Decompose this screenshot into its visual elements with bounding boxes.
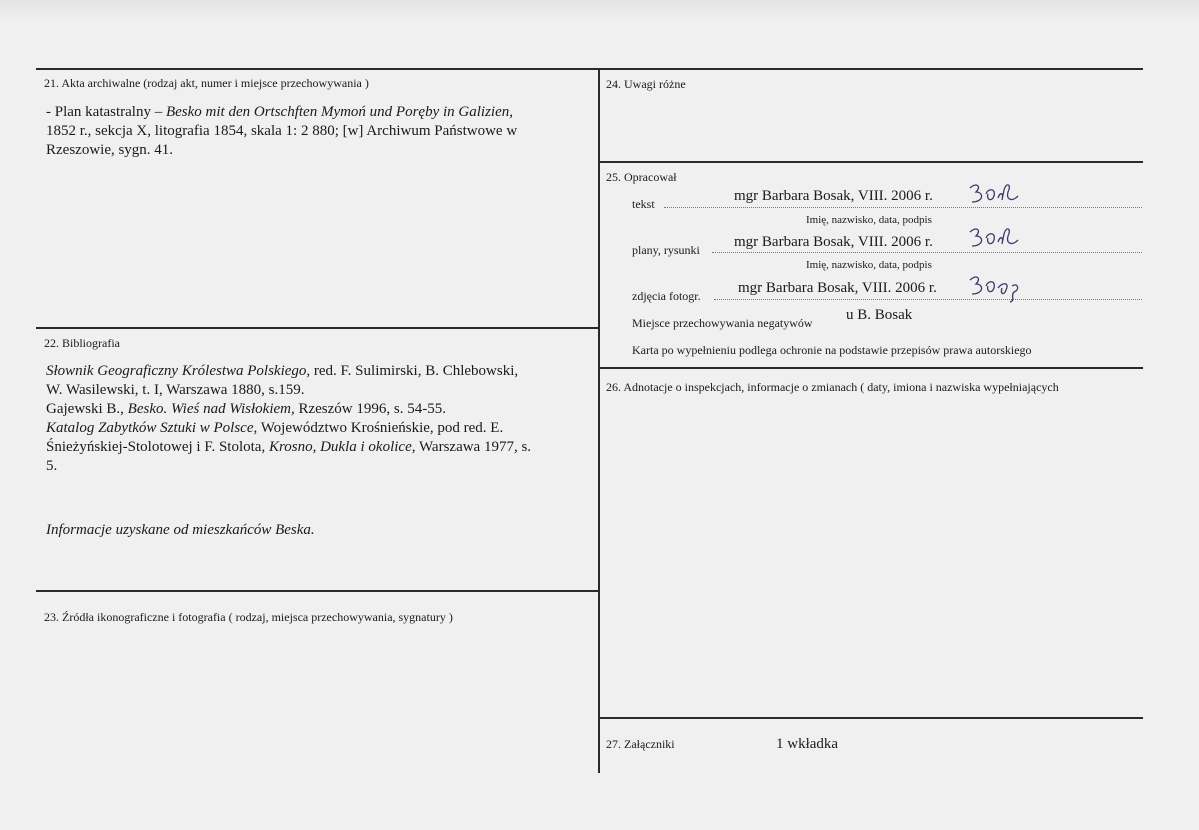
zdjecia-line	[714, 299, 1142, 300]
signature-3	[966, 272, 1026, 304]
miejsce-value: u B. Bosak	[846, 307, 913, 323]
caption-2: Imię, nazwisko, data, podpis	[806, 259, 932, 271]
bib-3-line2-rest: Warszawa 1977, s.	[415, 439, 532, 455]
tekst-label: tekst	[632, 197, 655, 211]
section-21-text	[46, 103, 586, 160]
divider-25-26	[600, 367, 1143, 369]
section-25-heading: 25. Opracował	[606, 170, 677, 184]
copyright-note: Karta po wypełnieniu podlega ochronie na podstawie przepisów prawa autorskiego	[632, 343, 1032, 357]
plany-value: mgr Barbara Bosak, VIII. 2006 r.	[734, 234, 933, 250]
attachments-value: 1 wkładka	[776, 736, 839, 752]
divider-24-25	[600, 161, 1143, 163]
caption-1: Imię, nazwisko, data, podpis	[806, 214, 932, 226]
divider-center-vertical	[598, 68, 600, 773]
tekst-value: mgr Barbara Bosak, VIII. 2006 r.	[734, 188, 933, 204]
scan-top-edge	[0, 0, 1199, 22]
signature-1	[966, 180, 1026, 208]
bib-2-title: Besko. Wieś nad Wisłokiem,	[127, 401, 295, 417]
bib-3-line2-pre: Śnieżyńskiej-Stolotowej i F. Stolota,	[46, 439, 269, 455]
bib-1-title: Słownik Geograficzny Królestwa Polskiego,	[46, 363, 311, 379]
section-26-heading: 26. Adnotacje o inspekcjach, informacje o zmianach ( daty, imiona i nazwiska wypełniających	[606, 380, 1059, 394]
bib-1-rest: red. F. Sulimirski, B. Chlebowski,	[310, 363, 519, 379]
bib-2-rest: Rzeszów 1996, s. 54-55.	[294, 401, 446, 417]
bib-3-rest: Województwo Krośnieńskie, pod red. E.	[257, 420, 504, 436]
miejsce-label: Miejsce przechowywania negatywów	[632, 316, 813, 330]
bib-3-line3: 5.	[46, 458, 58, 474]
divider-26-27	[600, 717, 1143, 719]
archive-item-line3: Rzeszowie, sygn. 41.	[46, 142, 174, 158]
zdjecia-label: zdjęcia fotogr.	[632, 289, 701, 303]
section-23-heading: 23. Źródła ikonograficzne i fotografia ( rodzaj, miejsca przechowywania, sygnatury )	[44, 610, 453, 624]
archive-item-prefix: - Plan katastralny –	[46, 104, 166, 120]
archive-item-line2: 1852 r., sekcja X, litografia 1854, skala 1: 2 880; [w] Archiwum Państwowe w	[46, 123, 518, 139]
bib-1-line2: W. Wasilewski, t. I, Warszawa 1880, s.159.	[46, 382, 305, 398]
divider-top-left	[36, 68, 598, 70]
section-22-note: Informacje uzyskane od mieszkańców Beska.	[46, 522, 315, 538]
bib-2-author: Gajewski B.,	[46, 401, 128, 417]
section-22-heading: 22. Bibliografia	[44, 336, 120, 350]
section-22-text	[46, 362, 586, 476]
bib-3-line2-title: Krosno, Dukla i okolice,	[268, 439, 416, 455]
section-27-heading: 27. Załączniki	[606, 737, 675, 751]
tekst-line	[664, 207, 1142, 208]
plany-line	[712, 252, 1142, 253]
divider-22-23	[36, 590, 598, 592]
zdjecia-value: mgr Barbara Bosak, VIII. 2006 r.	[738, 280, 937, 296]
signature-2	[966, 224, 1026, 254]
bib-3-title: Katalog Zabytków Sztuki w Polsce,	[46, 420, 258, 436]
divider-21-22	[36, 327, 598, 329]
archive-item-title: Besko mit den Ortschften Mymoń und Poręby in Galizien,	[165, 104, 513, 120]
divider-top-right	[600, 68, 1143, 70]
section-24-heading: 24. Uwagi różne	[606, 77, 686, 91]
plany-label: plany, rysunki	[632, 243, 700, 257]
section-21-heading: 21. Akta archiwalne (rodzaj akt, numer i miejsce przechowywania )	[44, 76, 369, 90]
